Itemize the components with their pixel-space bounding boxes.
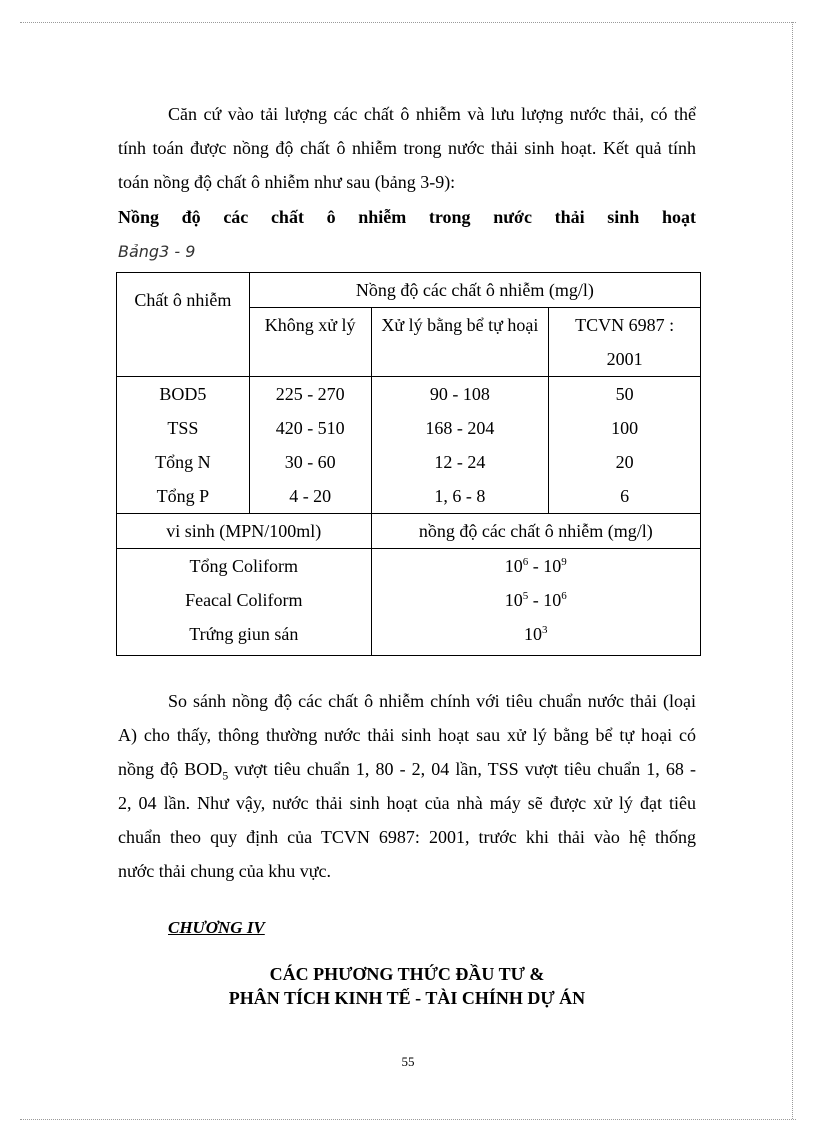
table-cell: 420 - 510	[275, 418, 345, 438]
heading-word: nước	[493, 207, 532, 227]
heading-word: thải	[554, 207, 585, 227]
heading-word: hoạt	[661, 207, 696, 227]
page-number: 55	[401, 1054, 415, 1069]
micro-header-right: nồng độ các chất ô nhiễm (mg/l)	[371, 514, 700, 549]
table-cell: Trứng giun sán	[189, 624, 299, 644]
micro-header-left: vi sinh (MPN/100ml)	[117, 514, 372, 549]
table-cell: 12 - 24	[434, 452, 486, 472]
heading-word: sinh	[607, 207, 640, 227]
header-standard: TCVN 6987 : 2001	[549, 308, 701, 377]
page-border-right	[792, 22, 793, 1119]
intro-line-3: toán nồng độ chất ô nhiễm như sau (bảng 3-9):	[118, 172, 456, 192]
table-cell: 30 - 60	[284, 452, 336, 472]
heading-word: chất	[270, 207, 304, 227]
header-septic: Xử lý bằng bể tự hoại	[371, 308, 549, 377]
standard-values	[549, 377, 701, 514]
heading-word: các	[223, 207, 249, 227]
table-cell: Feacal Coliform	[185, 590, 303, 610]
pollutant-table	[116, 272, 701, 656]
table-cell: 20	[615, 452, 634, 472]
heading-word: ô	[326, 207, 336, 227]
heading-word: trong	[428, 207, 471, 227]
septic-values	[371, 377, 549, 514]
micro-names	[117, 549, 372, 656]
compare-line-4: 2, 04 lần. Như vậy, nước thải sinh hoạt của nhà máy sẽ được xử lý đạt tiêu	[118, 793, 696, 813]
compare-line-6: nước thải chung của khu vực.	[118, 861, 331, 881]
micro-values	[371, 549, 700, 656]
compare-line-2: A) cho thấy, thông thường nước thải sinh hoạt sau xử lý bằng bể tự hoại có	[118, 725, 696, 745]
table-cell: Tổng N	[155, 452, 211, 472]
heading-word: nhiễm	[358, 207, 407, 227]
chapter-title-line-1: CÁC PHƯƠNG THỨC ĐẦU TƯ &	[269, 964, 545, 984]
chapter-label: CHƯƠNG IV	[168, 918, 265, 937]
compare-paragraph	[118, 684, 696, 888]
untreated-values	[249, 377, 371, 514]
chapter-title-line-2: PHÂN TÍCH KINH TẾ - TÀI CHÍNH DỰ ÁN	[228, 988, 586, 1008]
table-cell: BOD5	[159, 384, 207, 404]
heading-word: Nồng	[118, 207, 160, 227]
table-cell: $10^5 - 10^6$	[504, 590, 567, 610]
compare-line-3: nồng độ $BOD_5$ vượt tiêu chuẩn 1, 80 - 2, 04 lần, TSS vượt tiêu chuẩn 1, 68 -	[118, 759, 696, 783]
table-cell: 100	[611, 418, 639, 438]
intro-line-2: tính toán được nồng độ chất ô nhiễm trong nước thải sinh hoạt. Kết quả tính	[118, 138, 696, 158]
table-cell: 168 - 204	[425, 418, 495, 438]
table-cell: 90 - 108	[429, 384, 490, 404]
heading-word: độ	[181, 207, 201, 227]
table-cell: TSS	[167, 418, 199, 438]
table-cell: $10^6 - 10^9$	[504, 556, 567, 576]
table-cell: $10^3$	[524, 624, 548, 644]
table-cell: Tổng Coliform	[189, 556, 299, 576]
table-cell: 1, 6 - 8	[434, 486, 486, 506]
header-concentration-group: Nồng độ các chất ô nhiễm (mg/l)	[249, 273, 700, 308]
table-cell: 225 - 270	[275, 384, 345, 404]
compare-line-1: So sánh nồng độ các chất ô nhiễm chính với tiêu chuẩn nước thải (loại	[168, 691, 696, 711]
page-border-top	[20, 22, 796, 23]
compare-line-5: chuẩn theo quy định của TCVN 6987: 2001, trước khi thải vào hệ thống	[118, 827, 696, 847]
table-heading	[118, 203, 696, 231]
header-pollutant: Chất ô nhiễm	[117, 273, 250, 377]
table-cell: 4 - 20	[289, 486, 332, 506]
intro-line-1: Căn cứ vào tải lượng các chất ô nhiễm và lưu lượng nước thải, có thể	[168, 104, 696, 124]
table-cell: 6	[620, 486, 630, 506]
table-caption: Bảng3 - 9	[118, 242, 196, 261]
header-untreated: Không xử lý	[249, 308, 371, 377]
table-cell: 50	[615, 384, 634, 404]
intro-paragraph	[118, 97, 696, 199]
table-cell: Tổng P	[156, 486, 210, 506]
page-border-bottom	[20, 1119, 796, 1120]
pollutant-names	[117, 377, 250, 514]
